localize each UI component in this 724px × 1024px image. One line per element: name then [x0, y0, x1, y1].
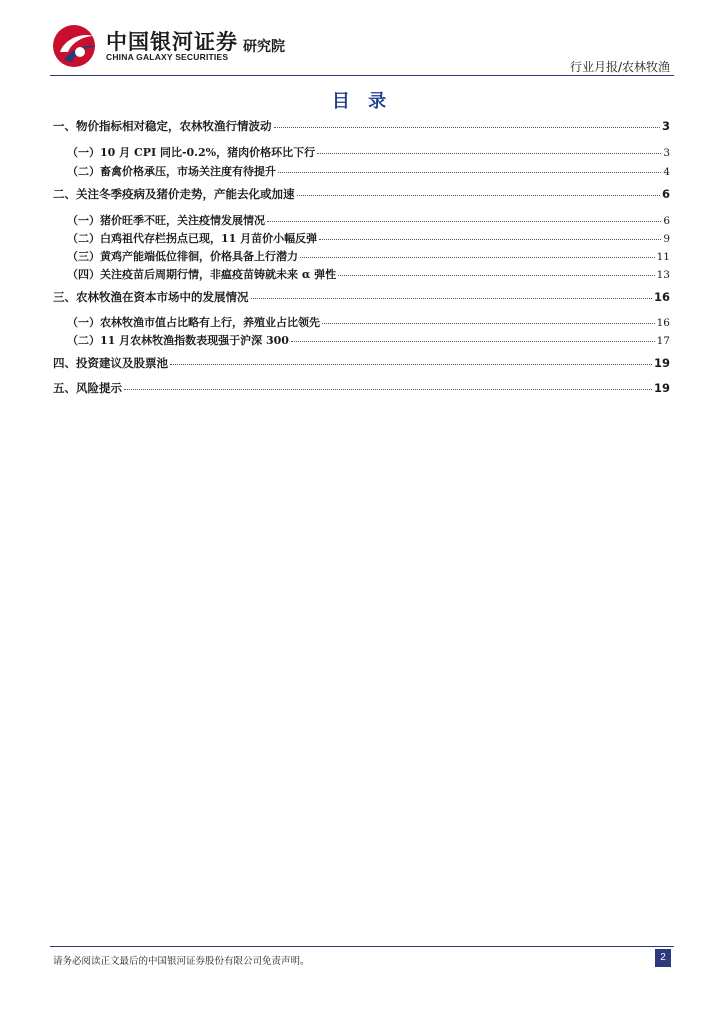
toc-entry-text: 二、关注冬季疫病及猪价走势，产能去化或加速 — [53, 187, 295, 201]
toc-entry-text: 五、风险提示 — [53, 381, 122, 395]
toc-subsection-entry[interactable] — [67, 144, 670, 162]
toc-entry-text: （二）畜禽价格承压，市场关注度有待提升 — [67, 165, 276, 178]
toc-entry-page: 13 — [656, 269, 670, 281]
toc-dot-leader — [300, 256, 655, 258]
toc-dot-leader — [124, 388, 652, 390]
toc-dot-leader — [297, 194, 660, 196]
toc-subsection-entry[interactable] — [67, 248, 670, 266]
toc-entry-page: 19 — [653, 356, 670, 370]
toc-entry-text: （三）黄鸡产能端低位徘徊，价格具备上行潜力 — [67, 250, 298, 263]
toc-entry-text: （一）猪价旺季不旺，关注疫情发展情况 — [67, 214, 265, 227]
toc-title: 目 录 — [331, 91, 393, 112]
toc-entry-page: 16 — [653, 290, 670, 304]
toc-section-entry[interactable] — [53, 380, 670, 398]
toc-dot-leader — [278, 171, 661, 173]
toc-subsection-entry[interactable] — [67, 230, 670, 248]
toc-entry-page: 6 — [663, 215, 670, 227]
toc-entry-text: 一、物价指标相对稳定，农林牧渔行情波动 — [53, 119, 272, 133]
toc-entry-page: 19 — [653, 381, 670, 395]
toc-dot-leader — [170, 363, 652, 365]
toc-entry-text: 四、投资建议及股票池 — [53, 356, 168, 370]
toc-entry-page: 11 — [656, 251, 670, 263]
toc-entry-page: 6 — [661, 187, 670, 201]
toc-entry-text: （二）白鸡祖代存栏拐点已现，11 月苗价小幅反弹 — [67, 232, 318, 245]
toc-entry-page: 3 — [661, 119, 670, 133]
toc-entry-page: 4 — [663, 166, 670, 178]
toc-entry-page: 16 — [656, 317, 670, 329]
toc-section-entry[interactable] — [53, 186, 670, 204]
toc-subsection-entry[interactable] — [67, 332, 670, 350]
toc-entry-text: （二）11 月农林牧渔指数表现强于沪深 300 — [67, 334, 289, 347]
brand-name-cn: 中国银河证券 — [106, 30, 238, 54]
footer-divider — [50, 946, 674, 947]
page-header — [0, 0, 724, 80]
toc-subsection-entry[interactable] — [67, 163, 670, 181]
report-type-label: 行业月报/农林牧渔 — [569, 60, 670, 74]
header-divider — [50, 75, 674, 76]
toc-section-entry[interactable] — [53, 289, 670, 307]
toc-subsection-entry[interactable] — [67, 266, 670, 284]
toc-entry-page: 17 — [656, 335, 670, 347]
brand-name-en: CHINA GALAXY SECURITIES — [106, 52, 229, 62]
china-galaxy-logo-icon — [50, 22, 100, 70]
toc-dot-leader — [267, 220, 661, 222]
toc-dot-leader — [291, 340, 655, 342]
toc-entry-page: 3 — [663, 147, 670, 159]
toc-dot-leader — [338, 274, 655, 276]
toc-dot-leader — [251, 297, 652, 299]
toc-entry-page: 9 — [663, 233, 670, 245]
toc-entry-text: （一）农林牧渔市值占比略有上行，养殖业占比领先 — [67, 316, 320, 329]
toc-subsection-entry[interactable] — [67, 212, 670, 230]
toc-dot-leader — [319, 238, 661, 240]
institute-label: 研究院 — [243, 39, 285, 55]
toc-dot-leader — [274, 126, 660, 128]
footer-disclaimer: 请务必阅读正文最后的中国银河证券股份有限公司免责声明。 — [53, 956, 310, 967]
toc-entry-text: （四）关注疫苗后周期行情，非瘟疫苗铸就未来 α 弹性 — [67, 268, 337, 281]
page-number-badge: 2 — [655, 949, 671, 967]
toc-dot-leader — [322, 322, 655, 324]
toc-section-entry[interactable] — [53, 355, 670, 373]
toc-entry-text: （一）10 月 CPI 同比-0.2%，猪肉价格环比下行 — [67, 146, 316, 159]
toc-section-entry[interactable] — [53, 118, 670, 136]
toc-subsection-entry[interactable] — [67, 314, 670, 332]
toc-dot-leader — [317, 152, 661, 154]
toc-entry-text: 三、农林牧渔在资本市场中的发展情况 — [53, 290, 249, 304]
